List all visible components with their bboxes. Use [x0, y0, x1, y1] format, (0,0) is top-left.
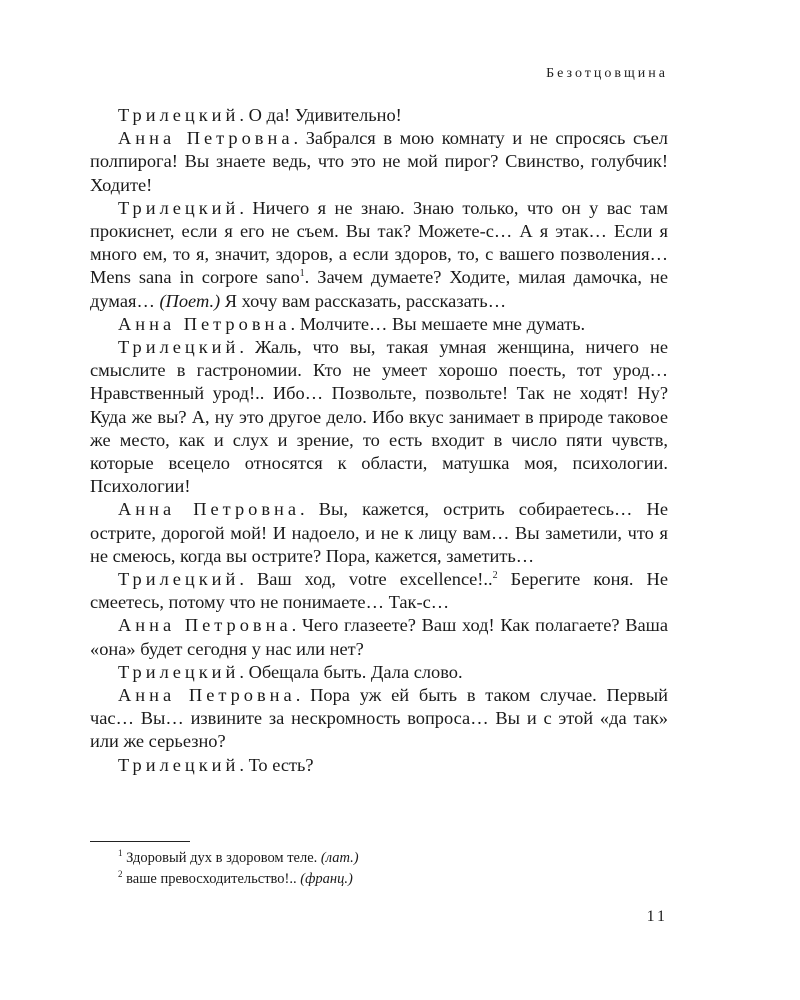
- speaker-name: Трилецкий: [118, 105, 240, 125]
- footnote-number: 1: [118, 848, 123, 859]
- play-text: [90, 104, 668, 777]
- footnote: $^1$ Здоровый дух в здоровом теле. (лат.): [118, 848, 359, 866]
- dialogue-line: Трилецкий. Обещала быть. Дала слово.: [118, 661, 463, 682]
- line-text: Я хочу вам рассказать, рассказать…: [220, 290, 507, 311]
- speaker-name: Анна Петровна: [118, 615, 292, 636]
- line-text: Ваш ход, votre excellence!..: [257, 569, 493, 590]
- footnote-ref: 1: [299, 268, 305, 280]
- speaker-name: Анна Петровна: [118, 128, 294, 149]
- speaker-name: Анна Петровна: [118, 499, 301, 520]
- footnote-number: 2: [118, 869, 123, 880]
- dialogue-line: Анна Петровна. Забрался в мою комнату и не спросясь съел полпирога! Вы знаете ведь, что это не мой пирог? Свинство, голубчик! Ходите!: [90, 128, 668, 195]
- line-text: То есть?: [248, 754, 314, 775]
- footnotes: [118, 848, 359, 890]
- dialogue-line: Анна Петровна. Вы, кажется, острить собираетесь… Не острите, дорогой мой! И надоело, и не к лицу вам… Вы заметили, что я не смеюсь, когда вы острите? Пора, кажется, заметить…: [90, 499, 668, 566]
- dialogue-line: Трилецкий. О да! Удивительно!: [118, 105, 402, 125]
- page-number: 11: [646, 908, 668, 925]
- line-text: О да! Удивительно!: [248, 105, 402, 125]
- speaker-name: Трилецкий: [118, 197, 240, 218]
- footnote: $^2$ ваше превосходительство!.. (франц.): [118, 869, 353, 887]
- line-text: Берегите коня. Не смеетесь, потому что не понимаете… Так-с…: [90, 569, 668, 613]
- dialogue-line: Анна Петровна. Пора уж ей быть в таком случае. Первый час… Вы… извините за нескромность вопроса… Вы и с этой «да так» или же серьезно?: [90, 685, 669, 752]
- speaker-name: Трилецкий: [118, 337, 240, 358]
- line-text: Забрался в мою комнату и не спросясь съел полпирога! Вы знаете ведь, что это не мой пирог? Свинство, голубчик! Ходите!: [90, 128, 668, 195]
- footnote-language: (франц.): [300, 871, 353, 887]
- running-title: Безотцовщина: [546, 66, 668, 81]
- stage-direction: (Поет.): [159, 290, 221, 311]
- footnote-divider: [90, 841, 190, 842]
- dialogue-line: Трилецкий. Ваш ход, votre excellence!..$^2$ Берегите коня. Не смеетесь, потому что не понимаете… Так-с…: [90, 569, 668, 613]
- dialogue-line: Трилецкий. Жаль, что вы, такая умная женщина, ничего не смыслите в гастрономии. Кто не умеет хорошо поесть, тот урод… Нравственный урод!.. Ибо… Позвольте, позвольте! Так не ходят! Ну? Куда же вы? А, ну это другое дело. Ибо вкус занимает в природе таковое же место, как и слух и зрение, то есть входит в число пяти чувств, которые всецело относятся к области, матушка моя, психологии. Психологии!: [90, 337, 668, 497]
- line-text: . Зачем думаете? Ходите, милая дамочка, не думая…: [90, 267, 668, 311]
- dialogue-line: Анна Петровна. Молчите… Вы мешаете мне думать.: [118, 313, 586, 334]
- line-text: Жаль, что вы, такая умная женщина, ничего не смыслите в гастрономии. Кто не умеет хорошо поесть, тот урод… Нравственный урод!.. Ибо… Позвольте, позвольте! Так не ходят! Ну? Куда же вы? А, ну это другое дело. Ибо вкус занимает в природе таковое же место, как и слух и зрение, то есть входит в число пяти чувств, которые всецело относятся к области, матушка моя, психологии. Психологии!: [90, 337, 668, 497]
- line-text: Пора уж ей быть в таком случае. Первый час… Вы… извините за нескромность вопроса… Вы и с этой «да так» или же серьезно?: [90, 685, 669, 752]
- line-text: Вы, кажется, острить собираетесь… Не острите, дорогой мой! И надоело, и не к лицу вам… Вы заметили, что я не смеюсь, когда вы острите? Пора, кажется, заметить…: [90, 499, 668, 566]
- footnote-ref: 2: [492, 569, 498, 581]
- dialogue-line: Анна Петровна. Чего глазеете? Ваш ход! Как полагаете? Ваша «она» будет сегодня у нас или нет?: [90, 615, 668, 659]
- speaker-name: Трилецкий: [118, 661, 240, 682]
- dialogue-line: Трилецкий. Ничего я не знаю. Знаю только, что он у вас там прокиснет, если я его не съем. Вы так? Можете-с… А я этак… Если я много ем, то я, значит, здоров, а если здоров, то, с вашего позволения… Mens sana in corpore sano$^1$. Зачем думаете? Ходите, милая дамочка, не думая… (Поет.) Я хочу вам рассказать, рассказать…: [90, 197, 668, 311]
- speaker-name: Анна Петровна: [118, 685, 296, 706]
- speaker-name: Трилецкий: [118, 569, 240, 590]
- line-text: Чего глазеете? Ваш ход! Как полагаете? Ваша «она» будет сегодня у нас или нет?: [90, 615, 668, 659]
- line-text: Ничего я не знаю. Знаю только, что он у вас там прокиснет, если я его не съем. Вы так? Можете-с… А я этак… Если я много ем, то я, значит, здоров, а если здоров, то, с вашего позволения… Mens sana in corpore sano: [90, 197, 668, 288]
- footnote-language: (лат.): [320, 850, 359, 866]
- dialogue-line: Трилецкий. То есть?: [118, 754, 314, 775]
- line-text: Молчите… Вы мешаете мне думать.: [299, 313, 586, 334]
- speaker-name: Трилецкий: [118, 754, 240, 775]
- line-text: Обещала быть. Дала слово.: [248, 661, 463, 682]
- speaker-name: Анна Петровна: [118, 313, 291, 334]
